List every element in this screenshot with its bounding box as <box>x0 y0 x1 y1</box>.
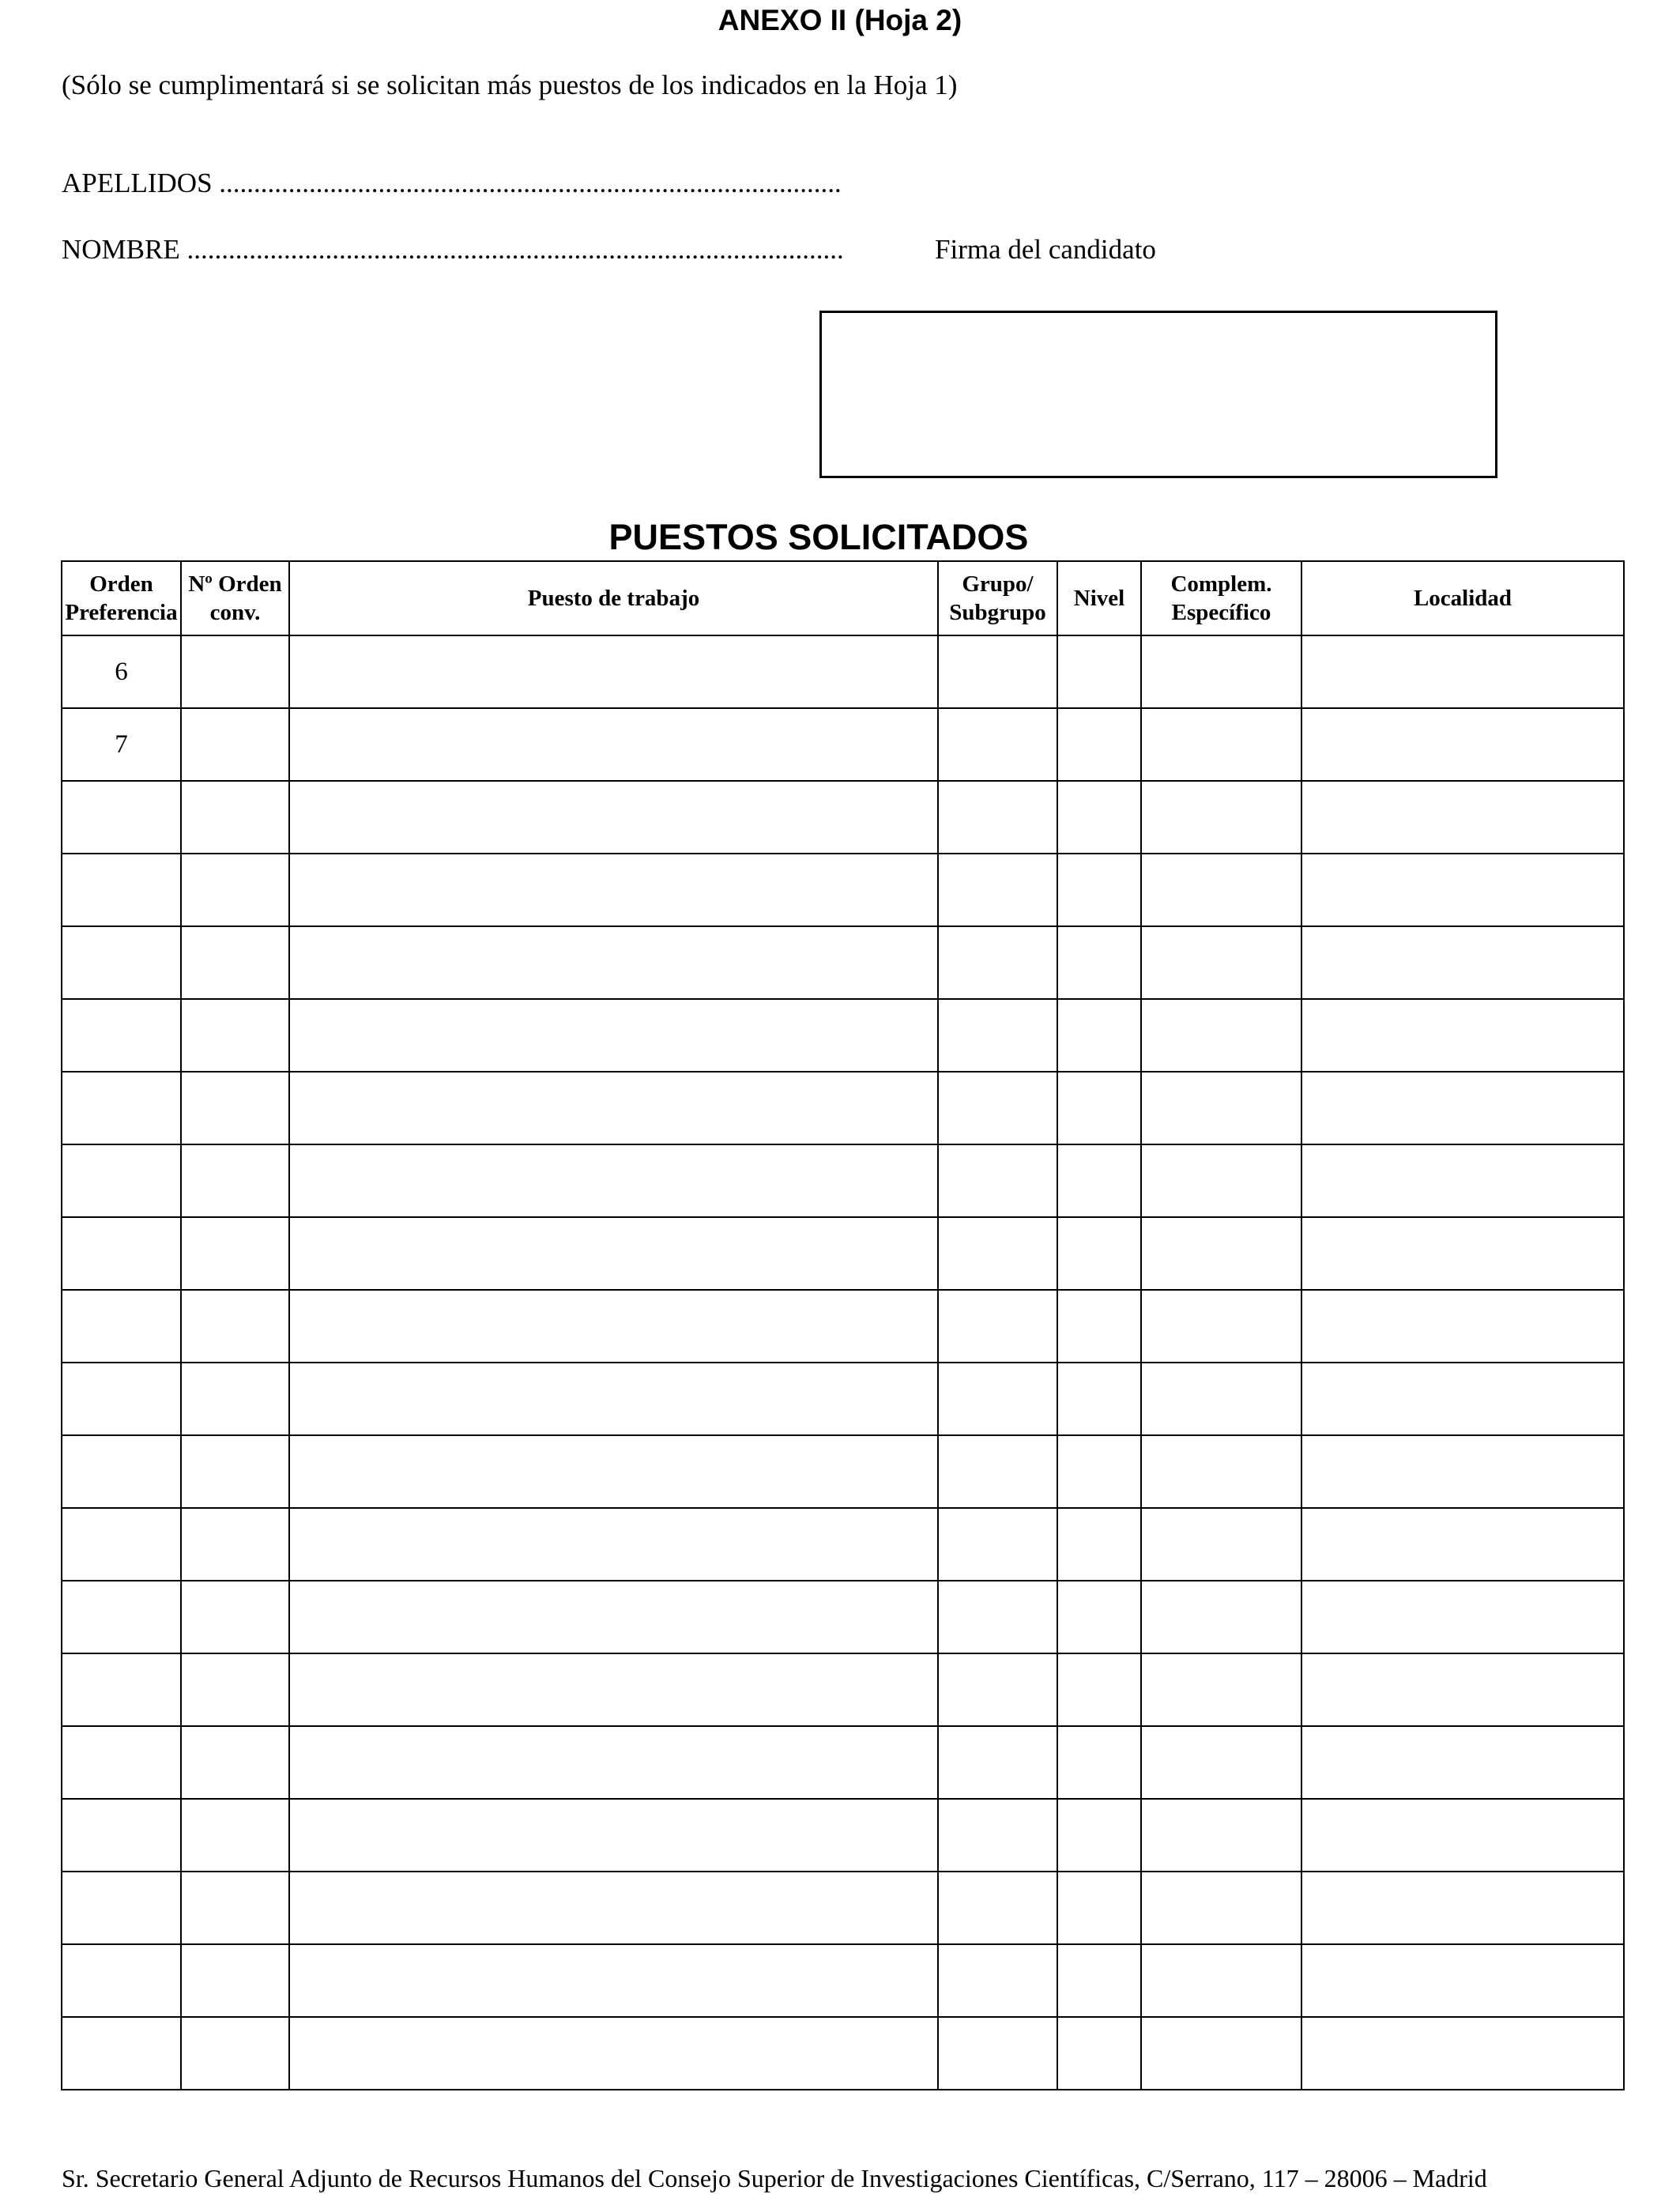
cell-puesto[interactable] <box>289 1072 938 1144</box>
cell-nivel[interactable] <box>1057 708 1141 781</box>
table-row <box>62 1872 1624 1944</box>
cell-grupo[interactable] <box>938 926 1057 999</box>
table-row <box>62 1435 1624 1508</box>
cell-localidad[interactable] <box>1301 999 1624 1072</box>
cell-complemento[interactable] <box>1141 1435 1301 1508</box>
cell-nivel[interactable] <box>1057 1435 1141 1508</box>
cell-nivel[interactable] <box>1057 926 1141 999</box>
instruction-note: (Sólo se cumplimentará si se solicitan más puestos de los indicados en la Hoja 1) <box>62 70 958 100</box>
cell-nivel[interactable] <box>1057 1653 1141 1726</box>
cell-grupo[interactable] <box>938 1726 1057 1799</box>
cell-complemento[interactable] <box>1141 708 1301 781</box>
table-row <box>62 1944 1624 2017</box>
cell-orden[interactable] <box>62 1508 181 1581</box>
cell-puesto[interactable] <box>289 1290 938 1363</box>
cell-nivel[interactable] <box>1057 1508 1141 1581</box>
cell-puesto[interactable] <box>289 635 938 708</box>
cell-localidad[interactable] <box>1301 1872 1624 1944</box>
cell-localidad[interactable] <box>1301 1290 1624 1363</box>
cell-grupo[interactable] <box>938 1581 1057 1653</box>
cell-num-orden[interactable] <box>181 1508 289 1581</box>
cell-localidad[interactable] <box>1301 635 1624 708</box>
cell-orden[interactable] <box>62 1726 181 1799</box>
cell-num-orden[interactable] <box>181 1872 289 1944</box>
cell-orden[interactable]: 6 <box>62 635 181 708</box>
cell-nivel[interactable] <box>1057 1872 1141 1944</box>
footer-address: Sr. Secretario General Adjunto de Recursos Humanos del Consejo Superior de Investigaciones Científicas, C/Serrano, 117 – 28006 – Madrid <box>62 2164 1487 2192</box>
cell-nivel[interactable] <box>1057 854 1141 926</box>
table-row <box>62 1581 1624 1653</box>
cell-localidad[interactable] <box>1301 1072 1624 1144</box>
cell-orden[interactable] <box>62 1435 181 1508</box>
cell-complemento[interactable] <box>1141 1799 1301 1872</box>
cell-localidad[interactable] <box>1301 1435 1624 1508</box>
table-row <box>62 854 1624 926</box>
cell-puesto[interactable] <box>289 2017 938 2090</box>
table-row <box>62 1363 1624 1435</box>
cell-puesto[interactable] <box>289 1435 938 1508</box>
cell-localidad[interactable] <box>1301 781 1624 854</box>
cell-complemento[interactable] <box>1141 1290 1301 1363</box>
cell-orden[interactable] <box>62 1653 181 1726</box>
table-body <box>62 635 1624 2090</box>
cell-puesto[interactable] <box>289 854 938 926</box>
cell-nivel[interactable] <box>1057 1217 1141 1290</box>
cell-complemento[interactable] <box>1141 1217 1301 1290</box>
cell-localidad[interactable] <box>1301 1799 1624 1872</box>
cell-localidad[interactable] <box>1301 1944 1624 2017</box>
cell-localidad[interactable] <box>1301 1653 1624 1726</box>
cell-puesto[interactable] <box>289 1653 938 1726</box>
cell-num-orden[interactable] <box>181 708 289 781</box>
cell-complemento[interactable] <box>1141 635 1301 708</box>
cell-grupo[interactable] <box>938 1217 1057 1290</box>
cell-num-orden[interactable] <box>181 1581 289 1653</box>
apellidos-field[interactable]: APELLIDOS .......................................................................................... <box>62 168 842 198</box>
cell-orden[interactable] <box>62 1872 181 1944</box>
cell-complemento[interactable] <box>1141 1726 1301 1799</box>
cell-complemento[interactable] <box>1141 1581 1301 1653</box>
cell-grupo[interactable] <box>938 781 1057 854</box>
cell-nivel[interactable] <box>1057 1290 1141 1363</box>
cell-puesto[interactable] <box>289 708 938 781</box>
cell-grupo[interactable] <box>938 1872 1057 1944</box>
cell-localidad[interactable] <box>1301 1363 1624 1435</box>
cell-num-orden[interactable] <box>181 854 289 926</box>
cell-complemento[interactable] <box>1141 781 1301 854</box>
cell-grupo[interactable] <box>938 1508 1057 1581</box>
signature-box[interactable] <box>819 311 1497 478</box>
cell-num-orden[interactable] <box>181 2017 289 2090</box>
cell-puesto[interactable] <box>289 1363 938 1435</box>
cell-num-orden[interactable] <box>181 999 289 1072</box>
cell-orden[interactable] <box>62 854 181 926</box>
cell-orden[interactable] <box>62 926 181 999</box>
cell-localidad[interactable] <box>1301 1726 1624 1799</box>
cell-num-orden[interactable] <box>181 1290 289 1363</box>
cell-complemento[interactable] <box>1141 1363 1301 1435</box>
cell-nivel[interactable] <box>1057 781 1141 854</box>
cell-localidad[interactable] <box>1301 2017 1624 2090</box>
cell-grupo[interactable] <box>938 708 1057 781</box>
cell-puesto[interactable] <box>289 1508 938 1581</box>
cell-orden[interactable]: 7 <box>62 708 181 781</box>
cell-num-orden[interactable] <box>181 1363 289 1435</box>
cell-complemento[interactable] <box>1141 1944 1301 2017</box>
cell-complemento[interactable] <box>1141 1508 1301 1581</box>
cell-localidad[interactable] <box>1301 1581 1624 1653</box>
cell-nivel[interactable] <box>1057 2017 1141 2090</box>
cell-complemento[interactable] <box>1141 926 1301 999</box>
cell-grupo[interactable] <box>938 1072 1057 1144</box>
cell-num-orden[interactable] <box>181 635 289 708</box>
table-row <box>62 926 1624 999</box>
header-orden-preferencia: Orden Preferencia <box>62 561 181 635</box>
cell-grupo[interactable] <box>938 1944 1057 2017</box>
header-localidad: Localidad <box>1301 561 1624 635</box>
cell-puesto[interactable] <box>289 781 938 854</box>
cell-localidad[interactable] <box>1301 926 1624 999</box>
table-row <box>62 1508 1624 1581</box>
cell-grupo[interactable] <box>938 1363 1057 1435</box>
section-title: PUESTOS SOLICITADOS <box>608 517 1029 557</box>
cell-localidad[interactable] <box>1301 1508 1624 1581</box>
cell-puesto[interactable] <box>289 999 938 1072</box>
cell-grupo[interactable] <box>938 1435 1057 1508</box>
cell-grupo[interactable] <box>938 2017 1057 2090</box>
cell-orden[interactable] <box>62 1363 181 1435</box>
cell-nivel[interactable] <box>1057 1581 1141 1653</box>
cell-puesto[interactable] <box>289 1726 938 1799</box>
cell-complemento[interactable] <box>1141 854 1301 926</box>
cell-num-orden[interactable] <box>181 1435 289 1508</box>
cell-nivel[interactable] <box>1057 1799 1141 1872</box>
cell-localidad[interactable] <box>1301 1217 1624 1290</box>
cell-grupo[interactable] <box>938 1144 1057 1217</box>
cell-grupo[interactable] <box>938 1653 1057 1726</box>
table-row <box>62 1726 1624 1799</box>
table-row <box>62 999 1624 1072</box>
cell-orden[interactable] <box>62 1290 181 1363</box>
cell-grupo[interactable] <box>938 635 1057 708</box>
cell-nivel[interactable] <box>1057 1726 1141 1799</box>
firma-label: Firma del candidato <box>935 234 1156 265</box>
cell-grupo[interactable] <box>938 854 1057 926</box>
cell-orden[interactable] <box>62 1581 181 1653</box>
header-grupo-subgrupo: Grupo/ Subgrupo <box>938 561 1057 635</box>
cell-orden[interactable] <box>62 2017 181 2090</box>
cell-orden[interactable] <box>62 1799 181 1872</box>
cell-puesto[interactable] <box>289 1799 938 1872</box>
cell-puesto[interactable] <box>289 1217 938 1290</box>
cell-puesto[interactable] <box>289 1872 938 1944</box>
cell-orden[interactable] <box>62 999 181 1072</box>
header-nivel: Nivel <box>1057 561 1141 635</box>
cell-localidad[interactable] <box>1301 854 1624 926</box>
header-puesto-trabajo: Puesto de trabajo <box>289 561 938 635</box>
cell-nivel[interactable] <box>1057 1363 1141 1435</box>
cell-puesto[interactable] <box>289 1581 938 1653</box>
table-row <box>62 1072 1624 1144</box>
cell-complemento[interactable] <box>1141 999 1301 1072</box>
cell-nivel[interactable] <box>1057 1144 1141 1217</box>
cell-complemento[interactable] <box>1141 1872 1301 1944</box>
cell-num-orden[interactable] <box>181 1799 289 1872</box>
cell-orden[interactable] <box>62 1072 181 1144</box>
cell-num-orden[interactable] <box>181 781 289 854</box>
cell-puesto[interactable] <box>289 926 938 999</box>
cell-nivel[interactable] <box>1057 635 1141 708</box>
table-row <box>62 1144 1624 1217</box>
puestos-table <box>61 560 1625 2090</box>
cell-num-orden[interactable] <box>181 1653 289 1726</box>
table-row <box>62 781 1624 854</box>
cell-nivel[interactable] <box>1057 999 1141 1072</box>
header-num-orden: Nº Orden conv. <box>181 561 289 635</box>
cell-puesto[interactable] <box>289 1144 938 1217</box>
cell-complemento[interactable] <box>1141 2017 1301 2090</box>
cell-orden[interactable] <box>62 1944 181 2017</box>
table-row <box>62 1217 1624 1290</box>
cell-complemento[interactable] <box>1141 1072 1301 1144</box>
document-title: ANEXO II (Hoja 2) <box>718 4 962 36</box>
table-row <box>62 1290 1624 1363</box>
cell-num-orden[interactable] <box>181 1072 289 1144</box>
cell-orden[interactable] <box>62 1217 181 1290</box>
cell-num-orden[interactable] <box>181 1726 289 1799</box>
cell-localidad[interactable] <box>1301 708 1624 781</box>
table-row <box>62 635 1624 708</box>
cell-complemento[interactable] <box>1141 1653 1301 1726</box>
cell-num-orden[interactable] <box>181 1944 289 2017</box>
cell-grupo[interactable] <box>938 999 1057 1072</box>
cell-localidad[interactable] <box>1301 1144 1624 1217</box>
header-complemento-especifico: Complem. Específico <box>1141 561 1301 635</box>
table-row <box>62 1653 1624 1726</box>
cell-num-orden[interactable] <box>181 1144 289 1217</box>
table-row <box>62 708 1624 781</box>
cell-num-orden[interactable] <box>181 926 289 999</box>
cell-complemento[interactable] <box>1141 1144 1301 1217</box>
cell-nivel[interactable] <box>1057 1944 1141 2017</box>
cell-grupo[interactable] <box>938 1290 1057 1363</box>
table-row <box>62 2017 1624 2090</box>
table-header-row <box>62 561 1624 635</box>
cell-orden[interactable] <box>62 781 181 854</box>
cell-num-orden[interactable] <box>181 1217 289 1290</box>
cell-puesto[interactable] <box>289 1944 938 2017</box>
cell-nivel[interactable] <box>1057 1072 1141 1144</box>
cell-grupo[interactable] <box>938 1799 1057 1872</box>
cell-orden[interactable] <box>62 1144 181 1217</box>
table-row <box>62 1799 1624 1872</box>
nombre-field[interactable]: NOMBRE ............................................................................................... <box>62 234 844 265</box>
